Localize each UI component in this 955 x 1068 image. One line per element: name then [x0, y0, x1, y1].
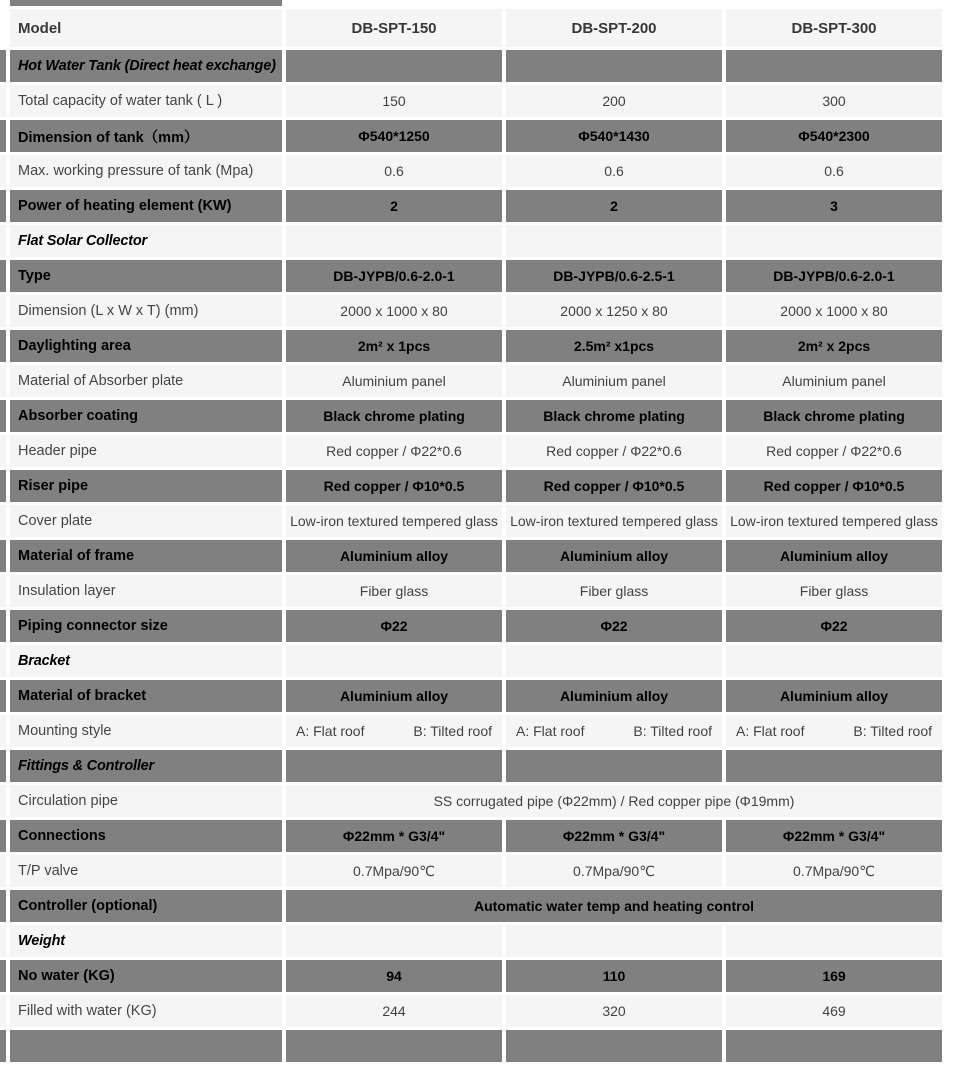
section-empty-cell	[286, 645, 502, 677]
spacer-cell	[0, 785, 6, 817]
section-row	[0, 645, 942, 677]
table-row	[0, 855, 942, 887]
spacer-cell	[0, 750, 6, 782]
header-column-3: DB-SPT-300	[726, 9, 942, 47]
value-cell: Aluminium alloy	[726, 540, 942, 572]
value-cell: 0.7Mpa/90℃	[506, 855, 722, 887]
section-row	[0, 925, 942, 957]
table-row	[0, 470, 942, 502]
header-model-label: Model	[10, 9, 282, 47]
value-cell: Φ540*1250	[286, 120, 502, 152]
value-cell: 2m² x 2pcs	[726, 330, 942, 362]
value-cell: 320	[506, 995, 722, 1027]
row-label: Insulation layer	[10, 575, 282, 607]
value-cell: Red copper / Φ10*0.5	[726, 470, 942, 502]
value-cell: 2	[286, 190, 502, 222]
row-label: Material of frame	[10, 540, 282, 572]
section-row	[0, 225, 942, 257]
value-cell: 110	[506, 960, 722, 992]
mounting-style-cell	[726, 715, 942, 747]
value-cell: Aluminium alloy	[286, 680, 502, 712]
value-cell: 2.5m² x1pcs	[506, 330, 722, 362]
section-row	[0, 50, 942, 82]
value-cell: Φ22mm * G3/4"	[286, 820, 502, 852]
spacer-cell	[0, 680, 6, 712]
table-row	[0, 575, 942, 607]
row-label: Controller (optional)	[10, 890, 282, 922]
filler-cell	[286, 1030, 502, 1062]
spanned-value-cell: SS corrugated pipe (Φ22mm) / Red copper pipe (Φ19mm)	[286, 785, 942, 817]
row-label: Riser pipe	[10, 470, 282, 502]
mounting-option-a: A: Flat roof	[736, 723, 805, 739]
spacer-cell	[0, 645, 6, 677]
table-row	[0, 295, 942, 327]
mounting-option-a: A: Flat roof	[296, 723, 365, 739]
value-cell: 0.7Mpa/90℃	[726, 855, 942, 887]
value-cell: Black chrome plating	[506, 400, 722, 432]
value-cell: Low-iron textured tempered glass	[286, 505, 502, 537]
spacer-cell	[0, 365, 6, 397]
row-label: Max. working pressure of tank (Mpa)	[10, 155, 282, 187]
table-row	[0, 435, 942, 467]
row-label: Connections	[10, 820, 282, 852]
mounting-options	[726, 723, 942, 739]
value-cell: Φ22mm * G3/4"	[726, 820, 942, 852]
table-row	[0, 190, 942, 222]
table-row	[0, 330, 942, 362]
spacer-cell	[0, 715, 6, 747]
row-label: Cover plate	[10, 505, 282, 537]
table-row	[0, 680, 942, 712]
value-cell: Aluminium panel	[726, 365, 942, 397]
section-empty-cell	[506, 50, 722, 82]
value-cell: 2000 x 1000 x 80	[726, 295, 942, 327]
spacer-cell	[0, 540, 6, 572]
spacer-cell	[0, 925, 6, 957]
spacer-cell	[0, 890, 6, 922]
spacer-cell	[0, 820, 6, 852]
value-cell: 0.6	[506, 155, 722, 187]
table-row	[0, 400, 942, 432]
value-cell: Black chrome plating	[726, 400, 942, 432]
section-empty-cell	[506, 225, 722, 257]
row-label: Material of bracket	[10, 680, 282, 712]
section-empty-cell	[286, 50, 502, 82]
value-cell: Red copper / Φ10*0.5	[506, 470, 722, 502]
spacer-cell	[0, 505, 6, 537]
row-label: Circulation pipe	[10, 785, 282, 817]
table-row	[0, 120, 942, 152]
value-cell: 2000 x 1250 x 80	[506, 295, 722, 327]
value-cell: 2m² x 1pcs	[286, 330, 502, 362]
section-title: Weight	[10, 925, 282, 957]
spacer-cell	[0, 0, 6, 6]
table-row	[0, 820, 942, 852]
table-row	[0, 365, 942, 397]
header-column-2: DB-SPT-200	[506, 9, 722, 47]
row-label: Filled with water (KG)	[10, 995, 282, 1027]
section-empty-cell	[726, 50, 942, 82]
value-cell: DB-JYPB/0.6-2.0-1	[726, 260, 942, 292]
row-label: T/P valve	[10, 855, 282, 887]
spacer-cell	[0, 855, 6, 887]
top-edge-row	[0, 0, 942, 6]
value-cell: DB-JYPB/0.6-2.0-1	[286, 260, 502, 292]
value-cell: 300	[726, 85, 942, 117]
value-cell: Aluminium panel	[286, 365, 502, 397]
table-row	[0, 260, 942, 292]
value-cell: 0.7Mpa/90℃	[286, 855, 502, 887]
row-label: Type	[10, 260, 282, 292]
row-label: Piping connector size	[10, 610, 282, 642]
header-row	[0, 9, 942, 47]
value-cell: 169	[726, 960, 942, 992]
row-label	[10, 1030, 282, 1062]
filler-cell	[506, 1030, 722, 1062]
section-title: Bracket	[10, 645, 282, 677]
row-label: Power of heating element (KW)	[10, 190, 282, 222]
section-empty-cell	[286, 750, 502, 782]
mounting-options	[286, 723, 502, 739]
table-row	[0, 785, 942, 817]
spacer-cell	[0, 50, 6, 82]
table-row	[0, 715, 942, 747]
value-cell: Red copper / Φ22*0.6	[506, 435, 722, 467]
spacer-cell	[0, 225, 6, 257]
spacer-cell	[0, 960, 6, 992]
value-cell: 0.6	[286, 155, 502, 187]
filler-cell	[726, 1030, 942, 1062]
row-label: No water (KG)	[10, 960, 282, 992]
spacer-cell	[286, 0, 502, 6]
value-cell: 150	[286, 85, 502, 117]
value-cell: 244	[286, 995, 502, 1027]
spacer-cell	[0, 120, 6, 152]
section-empty-cell	[286, 925, 502, 957]
mounting-option-b: B: Tilted roof	[413, 723, 492, 739]
row-label: Absorber coating	[10, 400, 282, 432]
spacer-cell	[0, 610, 6, 642]
spacer-cell	[0, 9, 6, 47]
value-cell: 0.6	[726, 155, 942, 187]
section-title: Flat Solar Collector	[10, 225, 282, 257]
header-column-1: DB-SPT-150	[286, 9, 502, 47]
spacer-cell	[0, 85, 6, 117]
spacer-cell	[0, 295, 6, 327]
row-label: Header pipe	[10, 435, 282, 467]
spacer-cell	[0, 190, 6, 222]
row-label: Mounting style	[10, 715, 282, 747]
spacer-cell	[0, 260, 6, 292]
row-label: Total capacity of water tank ( L )	[10, 85, 282, 117]
value-cell: 2000 x 1000 x 80	[286, 295, 502, 327]
section-empty-cell	[506, 750, 722, 782]
table-row	[0, 85, 942, 117]
value-cell: Φ540*2300	[726, 120, 942, 152]
value-cell: Red copper / Φ22*0.6	[286, 435, 502, 467]
row-label: Dimension of tank（mm）	[10, 120, 282, 152]
value-cell: Fiber glass	[506, 575, 722, 607]
section-empty-cell	[726, 225, 942, 257]
value-cell: 469	[726, 995, 942, 1027]
value-cell: Aluminium alloy	[506, 540, 722, 572]
spacer-cell	[0, 575, 6, 607]
value-cell: Φ540*1430	[506, 120, 722, 152]
spacer-cell	[0, 995, 6, 1027]
value-cell: 2	[506, 190, 722, 222]
row-label: Material of Absorber plate	[10, 365, 282, 397]
table-row	[0, 960, 942, 992]
section-empty-cell	[506, 645, 722, 677]
section-empty-cell	[726, 750, 942, 782]
table-row	[0, 505, 942, 537]
value-cell: Fiber glass	[286, 575, 502, 607]
value-cell: Φ22	[286, 610, 502, 642]
spacer-cell	[726, 0, 942, 6]
value-cell: Low-iron textured tempered glass	[726, 505, 942, 537]
value-cell: 94	[286, 960, 502, 992]
value-cell: 3	[726, 190, 942, 222]
section-empty-cell	[506, 925, 722, 957]
value-cell: Aluminium alloy	[726, 680, 942, 712]
section-title: Fittings & Controller	[10, 750, 282, 782]
value-cell: Red copper / Φ10*0.5	[286, 470, 502, 502]
row-label: Daylighting area	[10, 330, 282, 362]
section-empty-cell	[726, 645, 942, 677]
value-cell: Aluminium alloy	[286, 540, 502, 572]
value-cell: DB-JYPB/0.6-2.5-1	[506, 260, 722, 292]
row-label: Dimension (L x W x T) (mm)	[10, 295, 282, 327]
section-row	[0, 750, 942, 782]
mounting-option-a: A: Flat roof	[516, 723, 585, 739]
value-cell: Φ22	[726, 610, 942, 642]
value-cell: Φ22	[506, 610, 722, 642]
value-cell: Fiber glass	[726, 575, 942, 607]
value-cell: Low-iron textured tempered glass	[506, 505, 722, 537]
spacer-cell	[0, 470, 6, 502]
spacer-cell	[0, 330, 6, 362]
mounting-options	[506, 723, 722, 739]
mounting-style-cell	[286, 715, 502, 747]
table-row	[0, 155, 942, 187]
table-row	[0, 1030, 942, 1062]
section-empty-cell	[726, 925, 942, 957]
value-cell: Aluminium alloy	[506, 680, 722, 712]
spacer-cell	[0, 155, 6, 187]
section-title: Hot Water Tank (Direct heat exchange)	[10, 50, 282, 82]
spacer-cell	[0, 435, 6, 467]
spacer-cell	[0, 400, 6, 432]
value-cell: 200	[506, 85, 722, 117]
spanned-value-cell: Automatic water temp and heating control	[286, 890, 942, 922]
table-row	[0, 995, 942, 1027]
top-edge-bar	[10, 0, 282, 6]
mounting-style-cell	[506, 715, 722, 747]
spacer-cell	[506, 0, 722, 6]
value-cell: Aluminium panel	[506, 365, 722, 397]
table-row	[0, 540, 942, 572]
mounting-option-b: B: Tilted roof	[633, 723, 712, 739]
section-empty-cell	[286, 225, 502, 257]
value-cell: Black chrome plating	[286, 400, 502, 432]
value-cell: Φ22mm * G3/4"	[506, 820, 722, 852]
spacer-cell	[0, 1030, 6, 1062]
mounting-option-b: B: Tilted roof	[853, 723, 932, 739]
table-row	[0, 610, 942, 642]
value-cell: Red copper / Φ22*0.6	[726, 435, 942, 467]
table-row	[0, 890, 942, 922]
